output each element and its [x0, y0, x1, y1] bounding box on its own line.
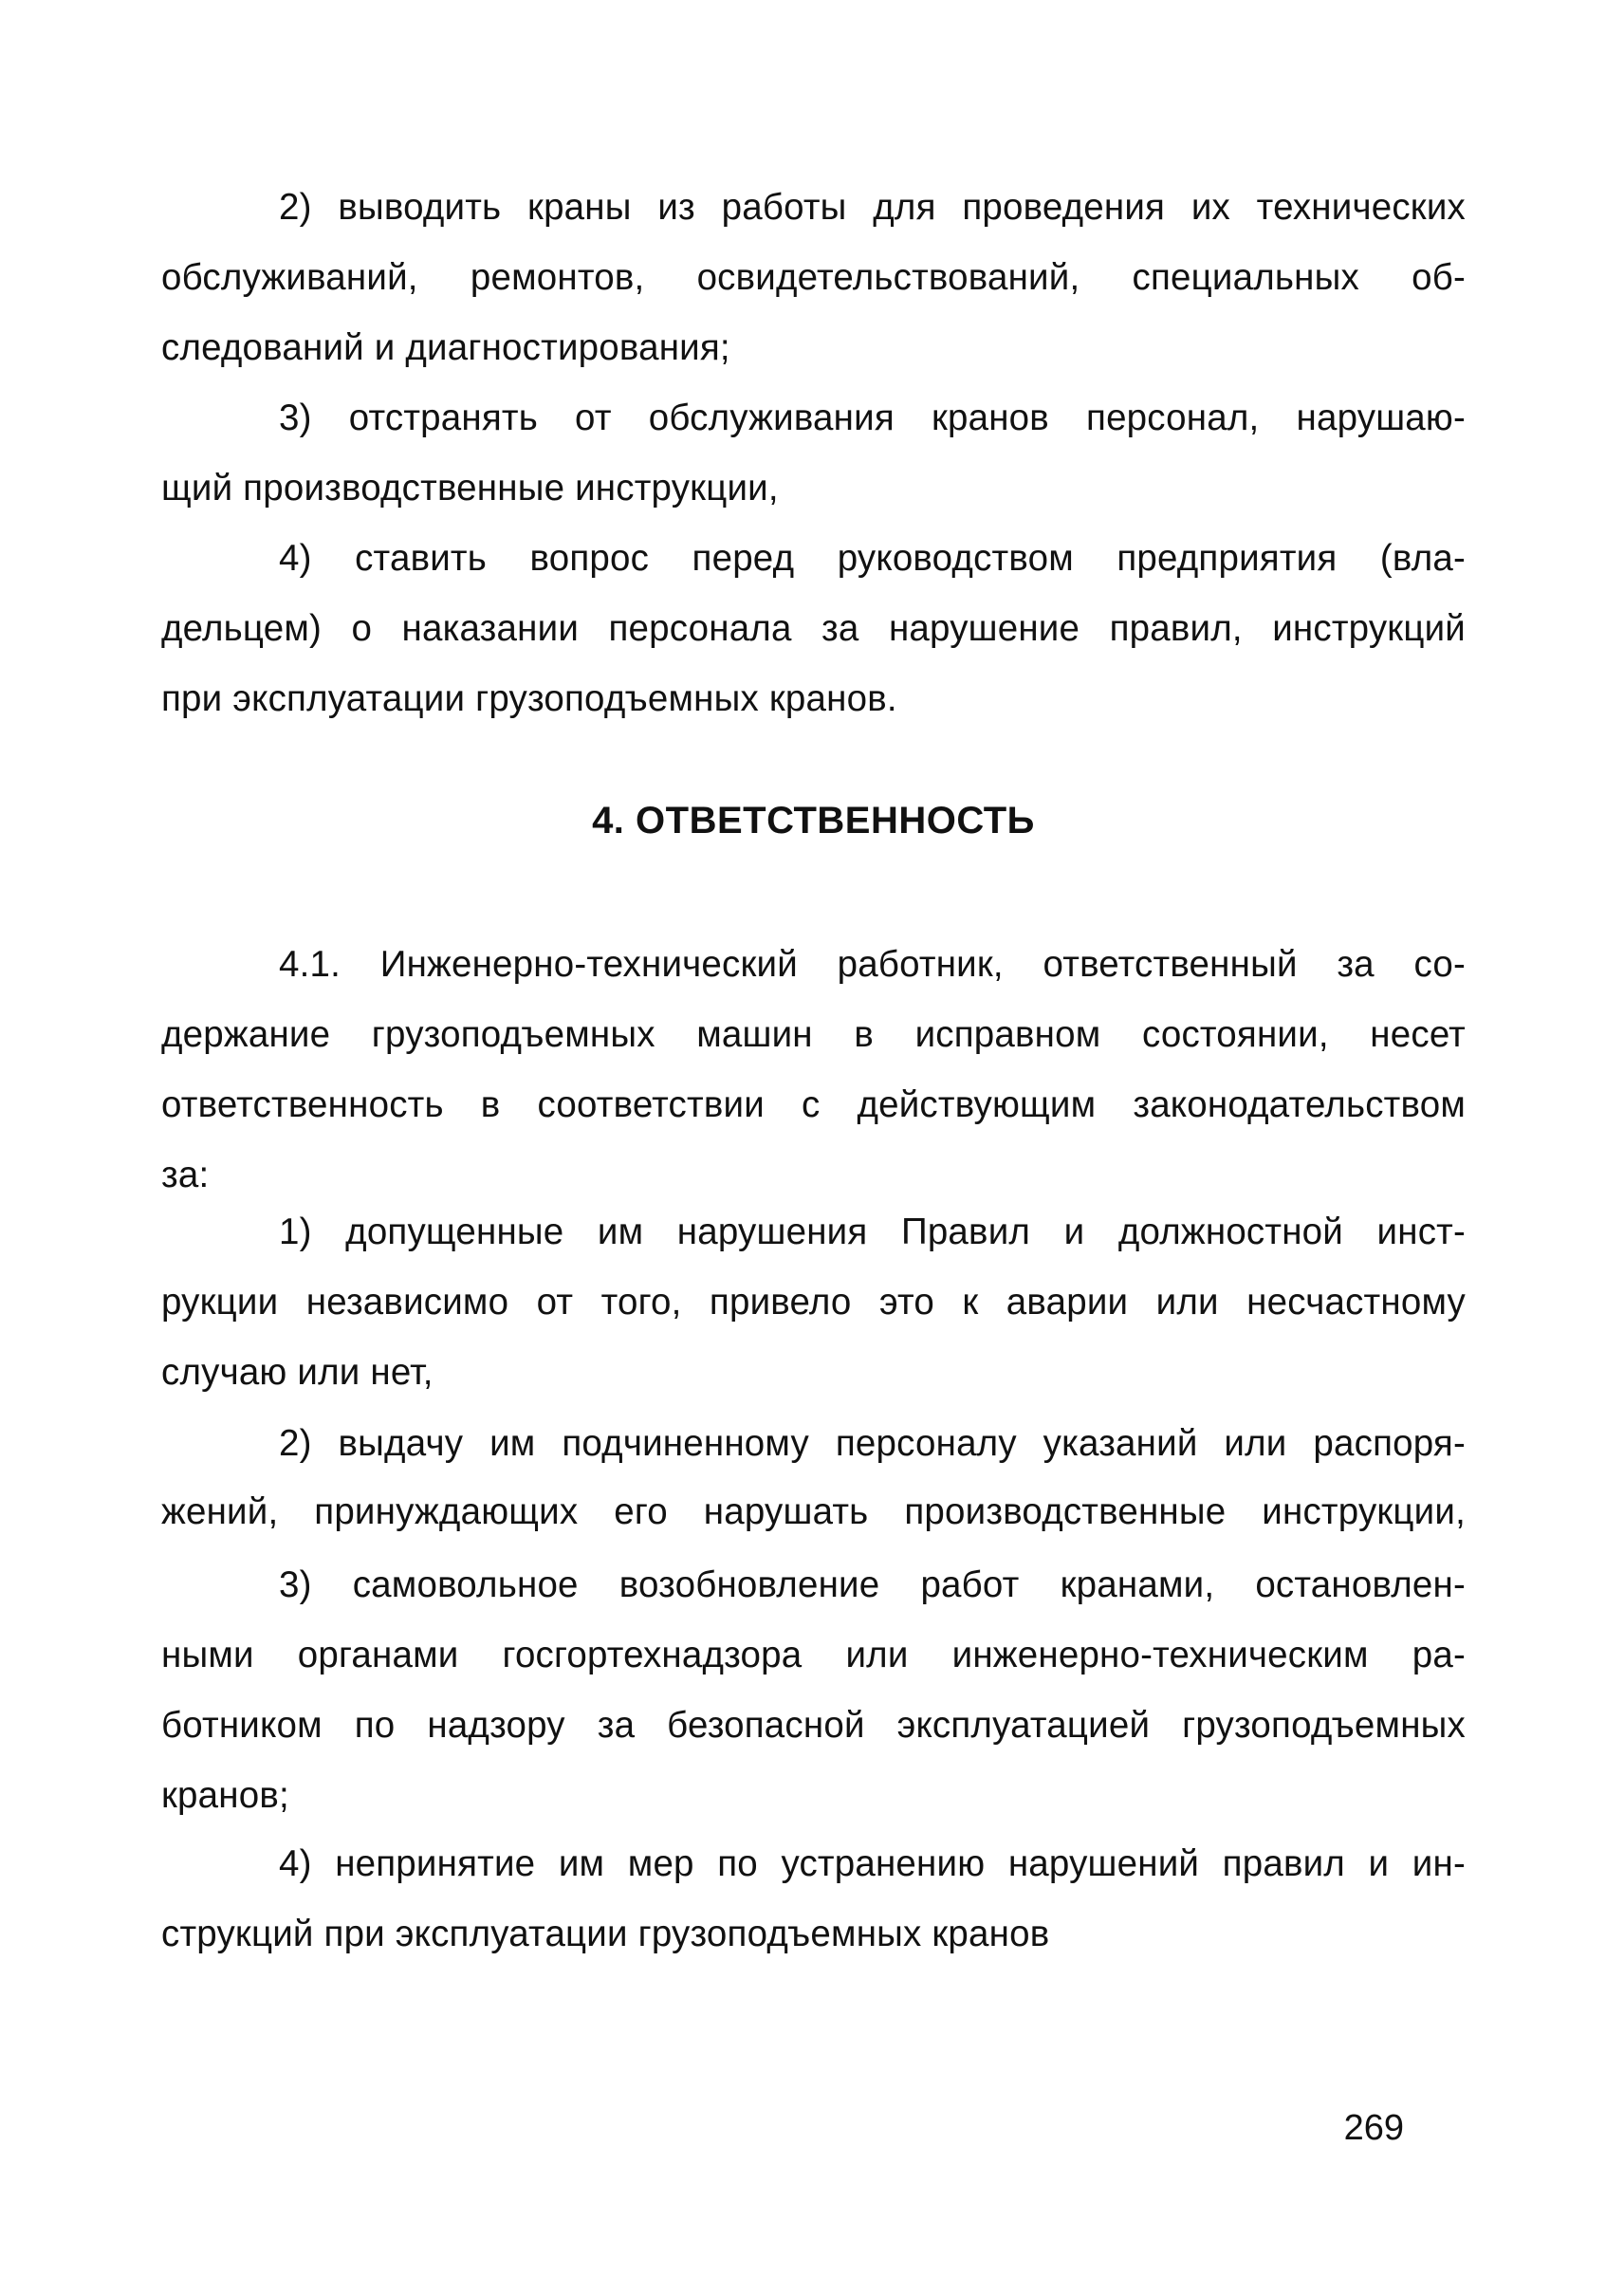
text-line: кранов;	[161, 1775, 289, 1816]
text-line: щий производственные инструкции,	[161, 468, 779, 509]
page-number: 269	[1343, 2108, 1404, 2148]
text-line: ными органами госгортехнадзора или инженерно-техническим ра-	[161, 1635, 1466, 1675]
text-line: при эксплуатации грузоподъемных кранов.	[161, 678, 897, 719]
text-line: 2) выводить краны из работы для проведения их технических	[279, 187, 1466, 228]
text-line: случаю или нет,	[161, 1352, 434, 1393]
text-line: ботником по надзору за безопасной эксплуатацией грузоподъемных	[161, 1705, 1466, 1746]
text-line: жений, принуждающих его нарушать производственные инструкции,	[161, 1491, 1466, 1532]
top-list-item-4	[161, 524, 1466, 734]
text-line: 3) самовольное возобновление работ кранами, остановлен-	[279, 1564, 1466, 1605]
text-line: дельцем) о наказании персонала за нарушение правил, инструкций	[161, 608, 1466, 649]
text-line: 3) отстранять от обслуживания кранов персонал, нарушаю-	[279, 398, 1466, 438]
text-line: обслуживаний, ремонтов, освидетельствований, специальных об-	[161, 257, 1466, 298]
paragraph-4-1	[161, 930, 1466, 1211]
responsibility-item-3	[161, 1550, 1466, 1831]
text-line: за:	[161, 1155, 210, 1195]
section-heading: 4. ОТВЕТСТВЕННОСТЬ	[592, 800, 1035, 842]
top-list-item-2	[161, 173, 1466, 383]
top-list-item-3	[161, 383, 1466, 524]
responsibility-item-1	[161, 1197, 1466, 1408]
text-line: рукции независимо от того, привело это к аварии или несчастному	[161, 1282, 1466, 1323]
text-line: струкций при эксплуатации грузоподъемных кранов	[161, 1914, 1050, 1954]
text-line: следований и диагностирования;	[161, 327, 730, 368]
responsibility-item-4	[161, 1829, 1466, 1970]
text-line: держание грузоподъемных машин в исправном состоянии, несет	[161, 1014, 1466, 1055]
responsibility-item-2	[161, 1410, 1466, 1546]
text-line: 4) ставить вопрос перед руководством предприятия (вла-	[279, 538, 1466, 579]
text-line: 4.1. Инженерно-технический работник, ответственный за со-	[279, 944, 1466, 985]
text-line: ответственность в соответствии с действующим законодательством	[161, 1084, 1466, 1125]
text-line: 2) выдачу им подчиненному персоналу указаний или распоря-	[279, 1423, 1466, 1464]
text-line: 4) непринятие им мер по устранению нарушений правил и ин-	[279, 1843, 1466, 1884]
text-line: 1) допущенные им нарушения Правил и должностной инст-	[279, 1212, 1466, 1252]
